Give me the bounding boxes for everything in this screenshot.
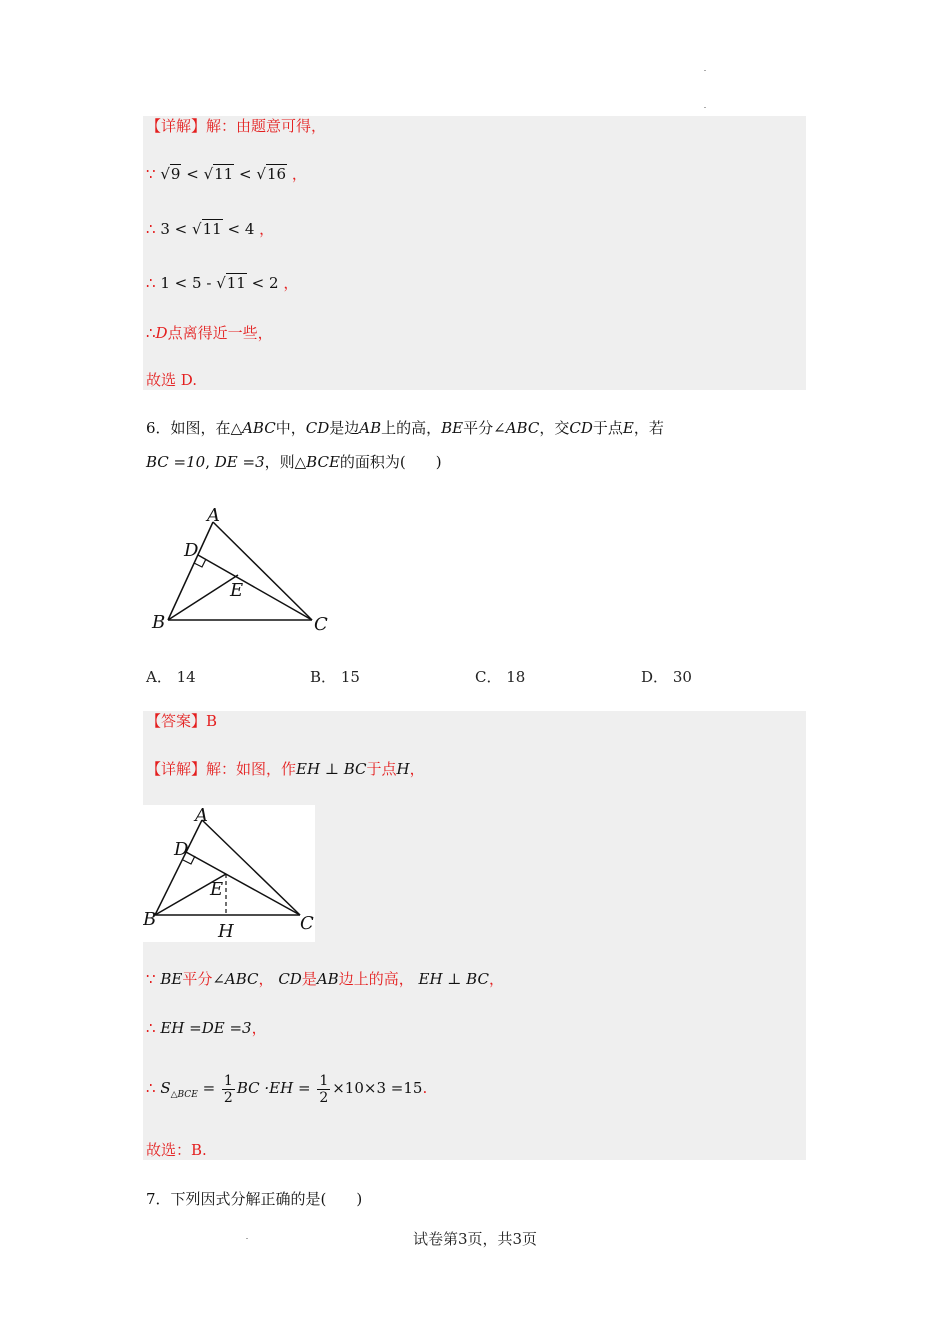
q6-question-line-1: 6．如图，在△ABC中，CD是边AB上的高，BE平分∠ABC，交CD于点E，若	[146, 419, 664, 437]
q5-detail-box	[143, 116, 806, 390]
q5-line-1: ∵ √9 < √11 < √16 ，	[146, 165, 307, 183]
segment-ac	[202, 820, 300, 915]
q5-line-4: ∴D点离得近一些，	[146, 324, 273, 342]
q6-area-line: ∴ $S_{\triangle BCE}$ = $\frac{1}{2}$ BC ·EH = $\frac{1}{2}$ ×10×3 =15.	[146, 1072, 428, 1106]
q6-detail-intro: 【详解】解：如图，作EH ⊥ BC于点H，	[146, 760, 425, 778]
q6-triangle-figure	[140, 500, 340, 640]
label-c: C	[300, 913, 314, 934]
label-b: B	[143, 909, 157, 930]
artifact-dot	[704, 107, 706, 108]
label-d: D	[174, 839, 189, 860]
q6-therefore-line: ∴ EH =DE =3，	[146, 1019, 267, 1037]
q6-because-line: ∵ BE平分∠ABC， CD是AB边上的高， EH ⊥ BC，	[146, 970, 504, 988]
segment-cd	[186, 852, 300, 915]
label-a: A	[195, 805, 208, 826]
label-b: B	[152, 612, 166, 633]
q6-answer: 【答案】B	[146, 712, 218, 730]
q6-question-line-2: BC =10, DE =3，则△BCE的面积为( )	[146, 453, 442, 471]
q5-line-3: ∴ 1 < 5 - √11 < 2 ，	[146, 274, 299, 292]
option-c[interactable]: C． 18	[475, 668, 526, 686]
option-a[interactable]: A． 14	[146, 668, 196, 686]
label-e: E	[210, 879, 224, 900]
label-a: A	[207, 505, 220, 526]
q7-question: 7．下列因式分解正确的是( )	[146, 1190, 363, 1208]
q6-answer-figure	[143, 805, 315, 942]
label-c: C	[314, 614, 328, 635]
page-footer: 试卷第3页，共3页	[412, 1230, 538, 1248]
q5-detail-intro: 【详解】解：由题意可得，	[146, 117, 327, 135]
q5-choice: 故选 D.	[146, 371, 198, 389]
option-d[interactable]: D． 30	[641, 668, 692, 686]
artifact-dot	[704, 70, 706, 71]
option-b[interactable]: B． 15	[310, 668, 360, 686]
label-d: D	[184, 540, 199, 561]
q6-choice: 故选：B.	[146, 1141, 207, 1159]
label-h: H	[218, 921, 234, 942]
label-e: E	[230, 580, 244, 601]
segment-ac	[213, 522, 312, 620]
q5-line-2: ∴ 3 < √11 < 4 ，	[146, 220, 275, 238]
segment-cd	[198, 555, 312, 620]
